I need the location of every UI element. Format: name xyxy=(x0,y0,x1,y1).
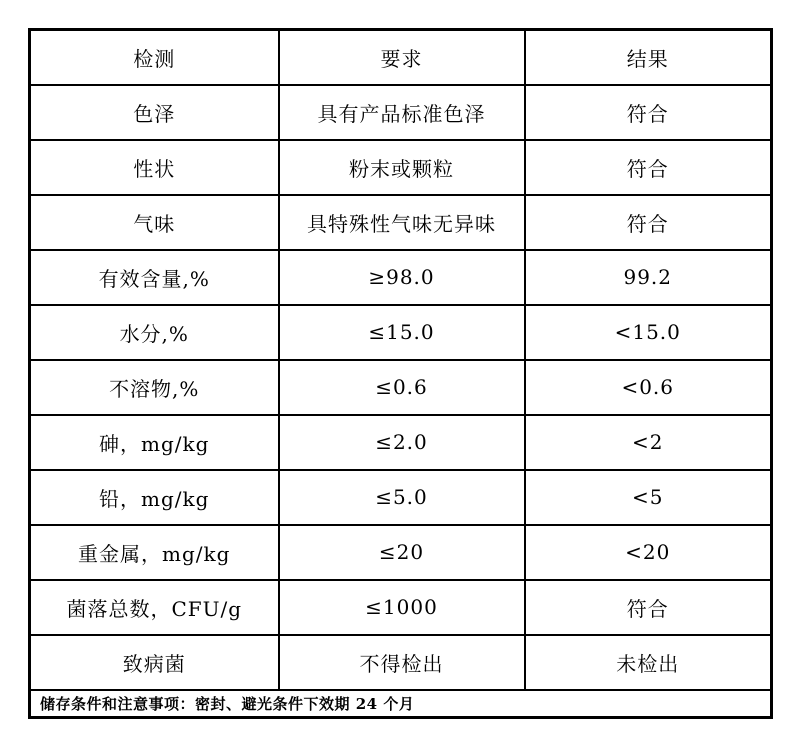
table-row xyxy=(30,635,772,690)
cell-item: 致病菌 xyxy=(30,635,279,690)
cell-result: <2 xyxy=(525,415,772,470)
header-result: 结果 xyxy=(525,30,772,85)
cell-item: 有效含量,% xyxy=(30,250,279,305)
table-row xyxy=(30,305,772,360)
header-requirement: 要求 xyxy=(279,30,525,85)
cell-item: 不溶物,% xyxy=(30,360,279,415)
table-row xyxy=(30,85,772,140)
cell-requirement: 粉末或颗粒 xyxy=(279,140,525,195)
cell-result: <20 xyxy=(525,525,772,580)
table-row xyxy=(30,250,772,305)
cell-result: <5 xyxy=(525,470,772,525)
cell-item: 砷，mg/kg xyxy=(30,415,279,470)
table-row xyxy=(30,195,772,250)
cell-requirement: 具特殊性气味无异味 xyxy=(279,195,525,250)
inspection-report xyxy=(28,28,773,719)
table-row xyxy=(30,580,772,635)
cell-requirement: ≤0.6 xyxy=(279,360,525,415)
cell-requirement: ≤5.0 xyxy=(279,470,525,525)
table-row xyxy=(30,470,772,525)
cell-requirement: ≤1000 xyxy=(279,580,525,635)
cell-item: 水分,% xyxy=(30,305,279,360)
table-row xyxy=(30,525,772,580)
cell-result: 符合 xyxy=(525,580,772,635)
inspection-table xyxy=(28,28,773,719)
cell-requirement: ≤2.0 xyxy=(279,415,525,470)
cell-requirement: 不得检出 xyxy=(279,635,525,690)
cell-result: <0.6 xyxy=(525,360,772,415)
cell-requirement: ≤15.0 xyxy=(279,305,525,360)
table-row xyxy=(30,415,772,470)
cell-result: 99.2 xyxy=(525,250,772,305)
header-test: 检测 xyxy=(30,30,279,85)
cell-requirement: ≥98.0 xyxy=(279,250,525,305)
cell-result: 未检出 xyxy=(525,635,772,690)
footer-row xyxy=(30,690,772,718)
cell-item: 性状 xyxy=(30,140,279,195)
cell-item: 铅，mg/kg xyxy=(30,470,279,525)
cell-result: 符合 xyxy=(525,195,772,250)
cell-requirement: ≤20 xyxy=(279,525,525,580)
cell-result: 符合 xyxy=(525,85,772,140)
storage-conditions-note: 储存条件和注意事项：密封、避光条件下效期 24 个月 xyxy=(30,690,772,718)
table-row xyxy=(30,140,772,195)
table-row xyxy=(30,360,772,415)
cell-requirement: 具有产品标准色泽 xyxy=(279,85,525,140)
cell-item: 菌落总数，CFU/g xyxy=(30,580,279,635)
header-row xyxy=(30,30,772,85)
cell-result: 符合 xyxy=(525,140,772,195)
cell-result: <15.0 xyxy=(525,305,772,360)
cell-item: 色泽 xyxy=(30,85,279,140)
cell-item: 重金属，mg/kg xyxy=(30,525,279,580)
cell-item: 气味 xyxy=(30,195,279,250)
